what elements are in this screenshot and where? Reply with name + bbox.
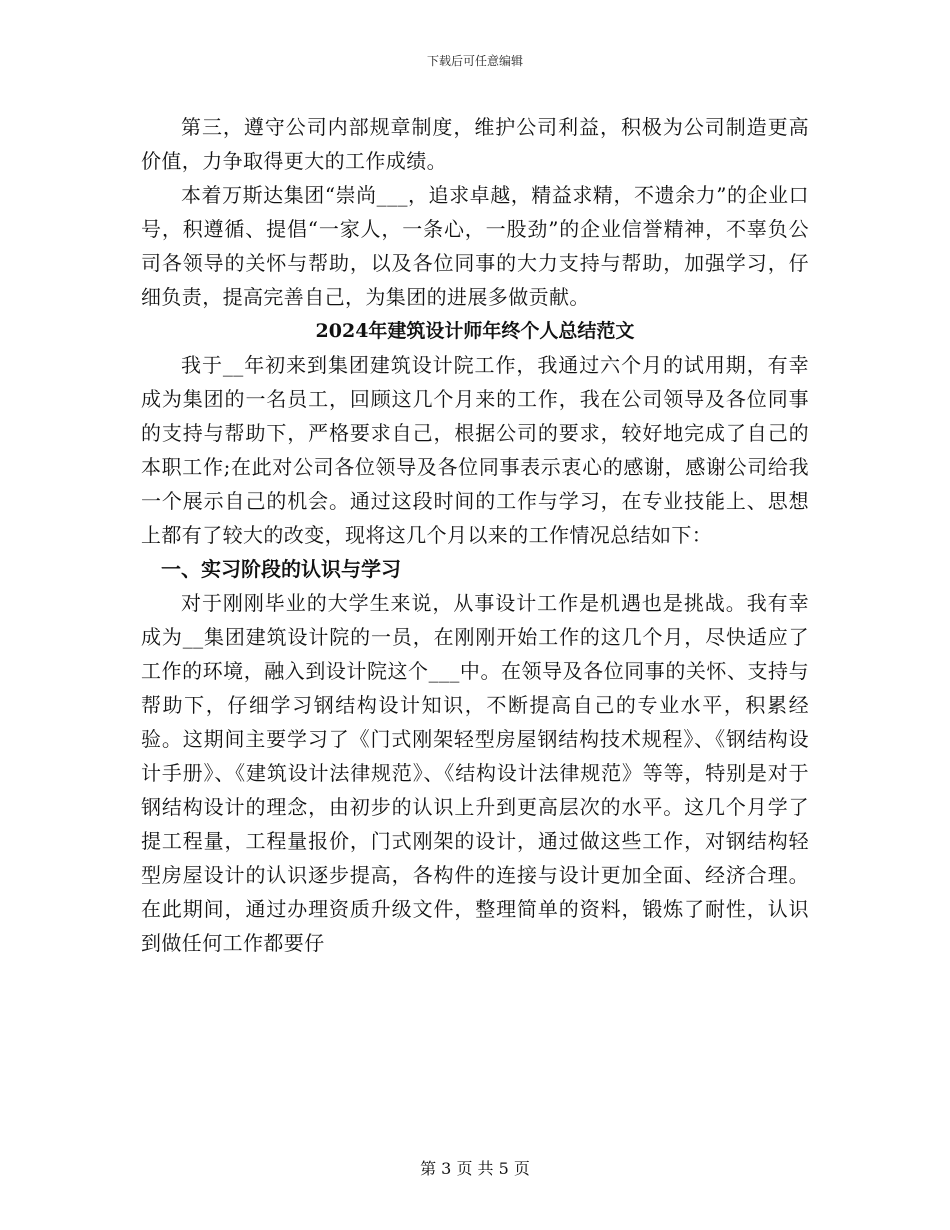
page-header: 下载后可任意编辑	[426, 54, 523, 68]
paragraph-3: 我于__年初来到集团建筑设计院工作，我通过六个月的试用期，有幸成为集团的一名员工，回顾这几个月来的工作，我在公司领导及各位同事的支持与帮助下，严格要求自己，根据公司的要求，较好地完成了自己的本职工作;在此对公司各位领导及各位同事表示衷心的感谢，感谢公司给我一个展示自己的机会。通过这段时间的工作与学习，在专业技能上、思想上都有了较大的改变，现将这几个月以来的工作情况总结如下：	[141, 353, 809, 547]
paragraph-2: 本着万斯达集团“崇尚___，追求卓越，精益求精，不遗余力”的企业口号，积遵循、提倡“一家人，一条心，一股劲”的企业信誉精神，不辜负公司各领导的关怀与帮助，以及各位同事的大力支持与帮助，加强学习，仔细负责，提高完善自己，为集团的进展多做贡献。	[141, 183, 809, 309]
article-title: 2024年建筑设计师年终个人总结范文	[315, 320, 635, 342]
section-heading-1: 一、实习阶段的认识与学习	[161, 557, 401, 581]
paragraph-1: 第三，遵守公司内部规章制度，维护公司利益，积极为公司制造更高价值，力争取得更大的工作成绩。	[141, 115, 809, 173]
paragraph-4: 对于刚刚毕业的大学生来说，从事设计工作是机遇也是挑战。我有幸成为__集团建筑设计院的一员，在刚刚开始工作的这几个月，尽快适应了工作的环境，融入到设计院这个___中。在领导及各位同事的关怀、支持与帮助下，仔细学习钢结构设计知识，不断提高自己的专业水平，积累经验。这期间主要学习了《门式刚架轻型房屋钢结构技术规程》、《钢结构设计手册》、《建筑设计法律规范》、《结构设计法律规范》等等，特别是对于钢结构设计的理念，由初步的认识上升到更高层次的水平。这几个月学了提工程量，工程量报价，门式刚架的设计，通过做这些工作，对钢结构轻型房屋设计的认识逐步提高，各构件的连接与设计更加全面、经济合理。在此期间，通过办理资质升级文件，整理简单的资料，锻炼了耐性，认识到做任何工作都要仔	[141, 591, 809, 955]
page-footer: 第 3 页 共 5 页	[420, 1159, 530, 1178]
document-body	[141, 110, 809, 960]
